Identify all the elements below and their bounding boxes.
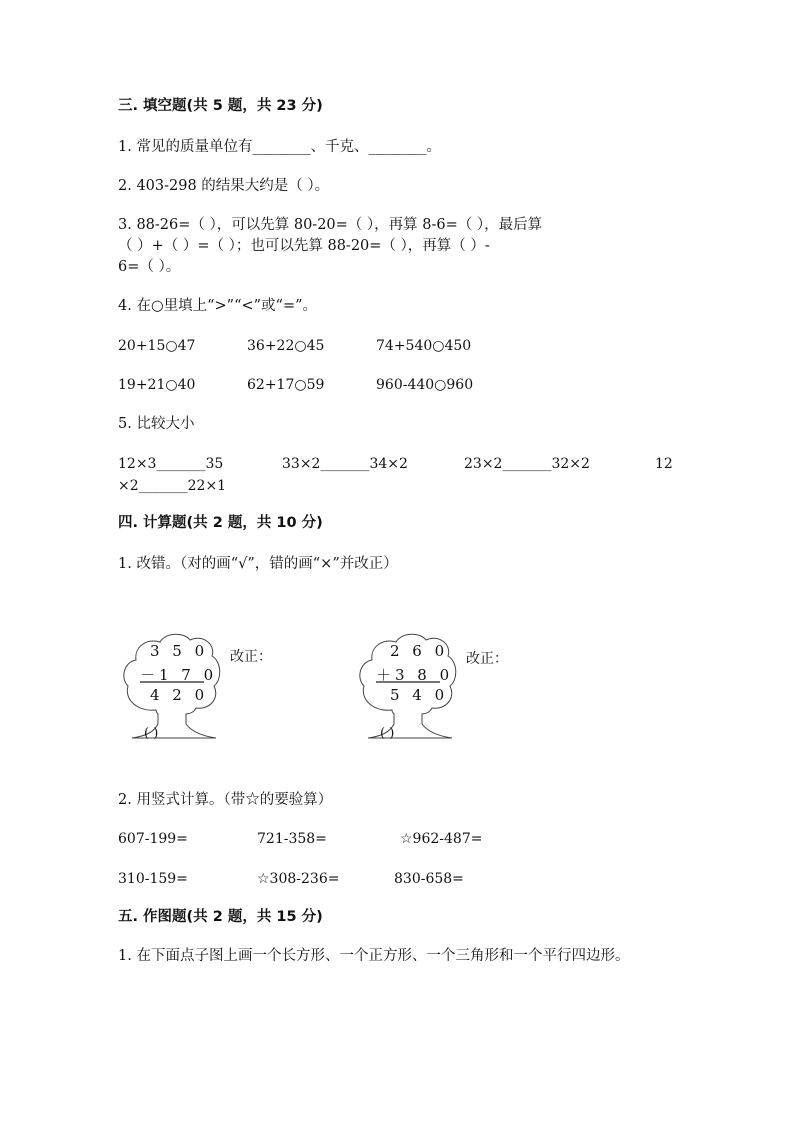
calc-item: 830-658= xyxy=(394,871,464,887)
s3-question-4: 4. 在○里填上“>”“<”或“=”。 xyxy=(118,298,318,314)
s3-question-3-line-3: 6=（ ）。 xyxy=(118,259,181,275)
compare-size-item: 23×2_______32×2 xyxy=(464,456,590,472)
compare-item: 19+21○40 xyxy=(118,377,196,393)
s4-question-1: 1. 改错。（对的画“√”，错的画“×”并改正） xyxy=(118,556,398,572)
s3-question-2: 2. 403-298 的结果大约是（ ）。 xyxy=(118,178,330,194)
tree2-correction-label: 改正： xyxy=(466,651,508,667)
tree1-answer-paren: ( ) xyxy=(144,726,159,741)
compare-size-item-continued: ×2_______22×1 xyxy=(118,478,227,494)
calc-item: ☆962-487= xyxy=(400,831,483,847)
section-5-title: 五. 作图题(共 2 题，共 15 分) xyxy=(118,909,323,925)
tree1-row-2: －1 7 0 xyxy=(140,666,218,684)
compare-item: 36+22○45 xyxy=(247,338,325,354)
s4-question-2: 2. 用竖式计算。（带☆的要验算） xyxy=(118,792,333,808)
calc-item: 607-199= xyxy=(118,831,188,847)
tree2-row-1: 2 6 0 xyxy=(390,642,449,660)
compare-size-item: 12×3_______35 xyxy=(118,456,224,472)
tree2-answer-paren: ( ) xyxy=(380,726,395,741)
s5-question-1: 1. 在下面点子图上画一个长方形、一个正方形、一个三角形和一个平行四边形。 xyxy=(118,948,630,964)
tree1-row-3: 4 2 0 xyxy=(150,686,209,704)
compare-item: 74+540○450 xyxy=(376,338,472,354)
section-3-title: 三. 填空题(共 5 题，共 23 分) xyxy=(118,98,323,114)
s3-question-3-line-2: （ ）+（ ）=（ ）；也可以先算 88-20=（ ），再算（ ）- xyxy=(118,238,490,254)
compare-item: 20+15○47 xyxy=(118,338,196,354)
tree1-correction-label: 改正： xyxy=(230,649,272,665)
s3-question-3-line-1: 3. 88-26=（ ），可以先算 80-20=（ ），再算 8-6=（ ），最后算 xyxy=(118,217,543,233)
calc-item: ☆308-236= xyxy=(257,871,340,887)
calc-item: 310-159= xyxy=(118,871,188,887)
calc-item: 721-358= xyxy=(257,831,327,847)
compare-item: 62+17○59 xyxy=(247,377,325,393)
s3-question-1: 1. 常见的质量单位有________、千克、________。 xyxy=(118,139,441,155)
tree-addition-figure xyxy=(354,628,464,748)
tree2-row-3: 5 4 0 xyxy=(390,686,449,704)
tree-subtraction-figure xyxy=(118,628,228,748)
compare-size-item: 12 xyxy=(655,456,673,472)
tree1-row-1: 3 5 0 xyxy=(150,642,209,660)
compare-size-item: 33×2_______34×2 xyxy=(282,456,408,472)
tree2-row-2: ＋3 8 0 xyxy=(376,666,454,684)
compare-item: 960-440○960 xyxy=(376,377,474,393)
s3-question-5: 5. 比较大小 xyxy=(118,416,195,432)
section-4-title: 四. 计算题(共 2 题，共 10 分) xyxy=(118,515,323,531)
